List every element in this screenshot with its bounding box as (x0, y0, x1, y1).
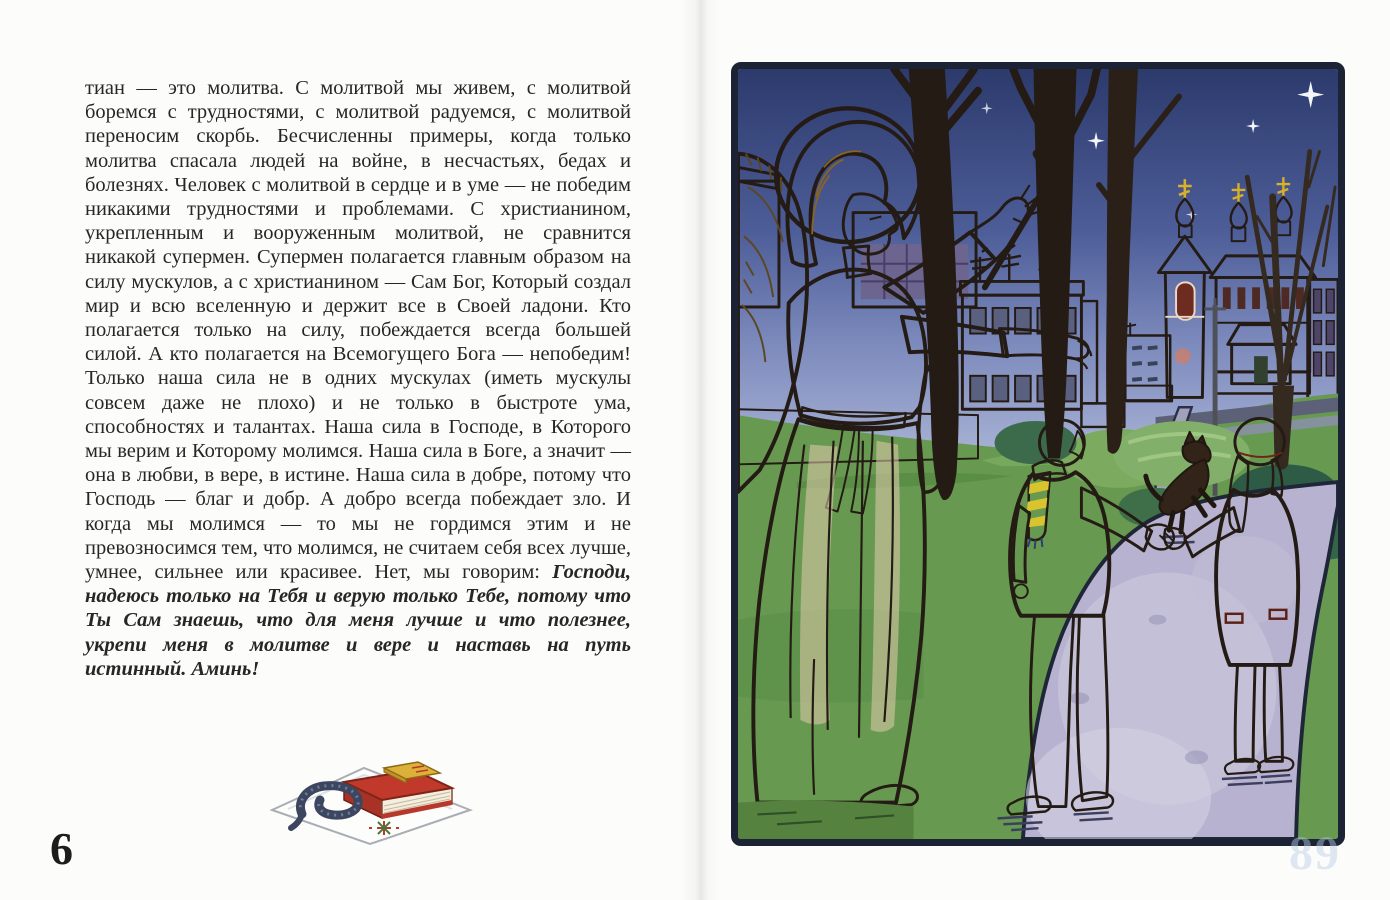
page-gutter (680, 0, 720, 900)
body-text-block (85, 76, 631, 681)
prayer-text: Господи, надеюсь только на Тебя и верую только Тебе, потому что Ты Сам знаешь, что для меня лучше и что полезнее, укрепи меня в молитве и вере и наставь на путь истинный. Аминь! (85, 561, 631, 680)
illustration-frame (731, 62, 1345, 846)
body-text: тиан — это молитва. С молитвой мы живем, с молитвой боремся с трудностями, с молитвой радуемся, с молитвой переносим скорбь. Бесчисленны примеры, когда только молитва спасала людей на войне, в несчастьях, бедах и болезнях. Человек с молитвой в сердце и в уме — не победим никакими трудностями и проблемами. С христианином, укрепленным и вооруженным молитвой, не сравнится никакой супермен. Супермен полагается главным образом на силу мускулов, а с христианином — Сам Бог, Который создал мир и всю вселенную и держит все в Своей ладони. Кто полагается только на силу, побеждается всегда большей силой. А кто полагается на Всемогущего Бога — непобедим! Только наша сила не в одних мускулах (иметь мускулы совсем даже не плохо) и не только в быстроте ума, способностях и талантах. Наша сила в Господе, в Которого мы верим и Которому молимся. Наша сила в Боге, а значит — она в любви, в вере, в истине. Наша сила в добре, потому что Господь — благ и добр. А добро всегда побеждает зло. И когда мы молимся — то мы не гордимся этим и не превозносимся тем, что молимся, не считаем себя всех лучше, умнее, сильнее или красивее. Нет, мы говорим: (85, 77, 631, 584)
page-number-left: 6 (50, 823, 73, 874)
foreground-grass (738, 801, 914, 839)
angel-children-park-illustration (738, 69, 1338, 839)
page-number-right: 89 (1289, 827, 1341, 880)
books-and-prayer-rope-vignette (266, 752, 478, 848)
